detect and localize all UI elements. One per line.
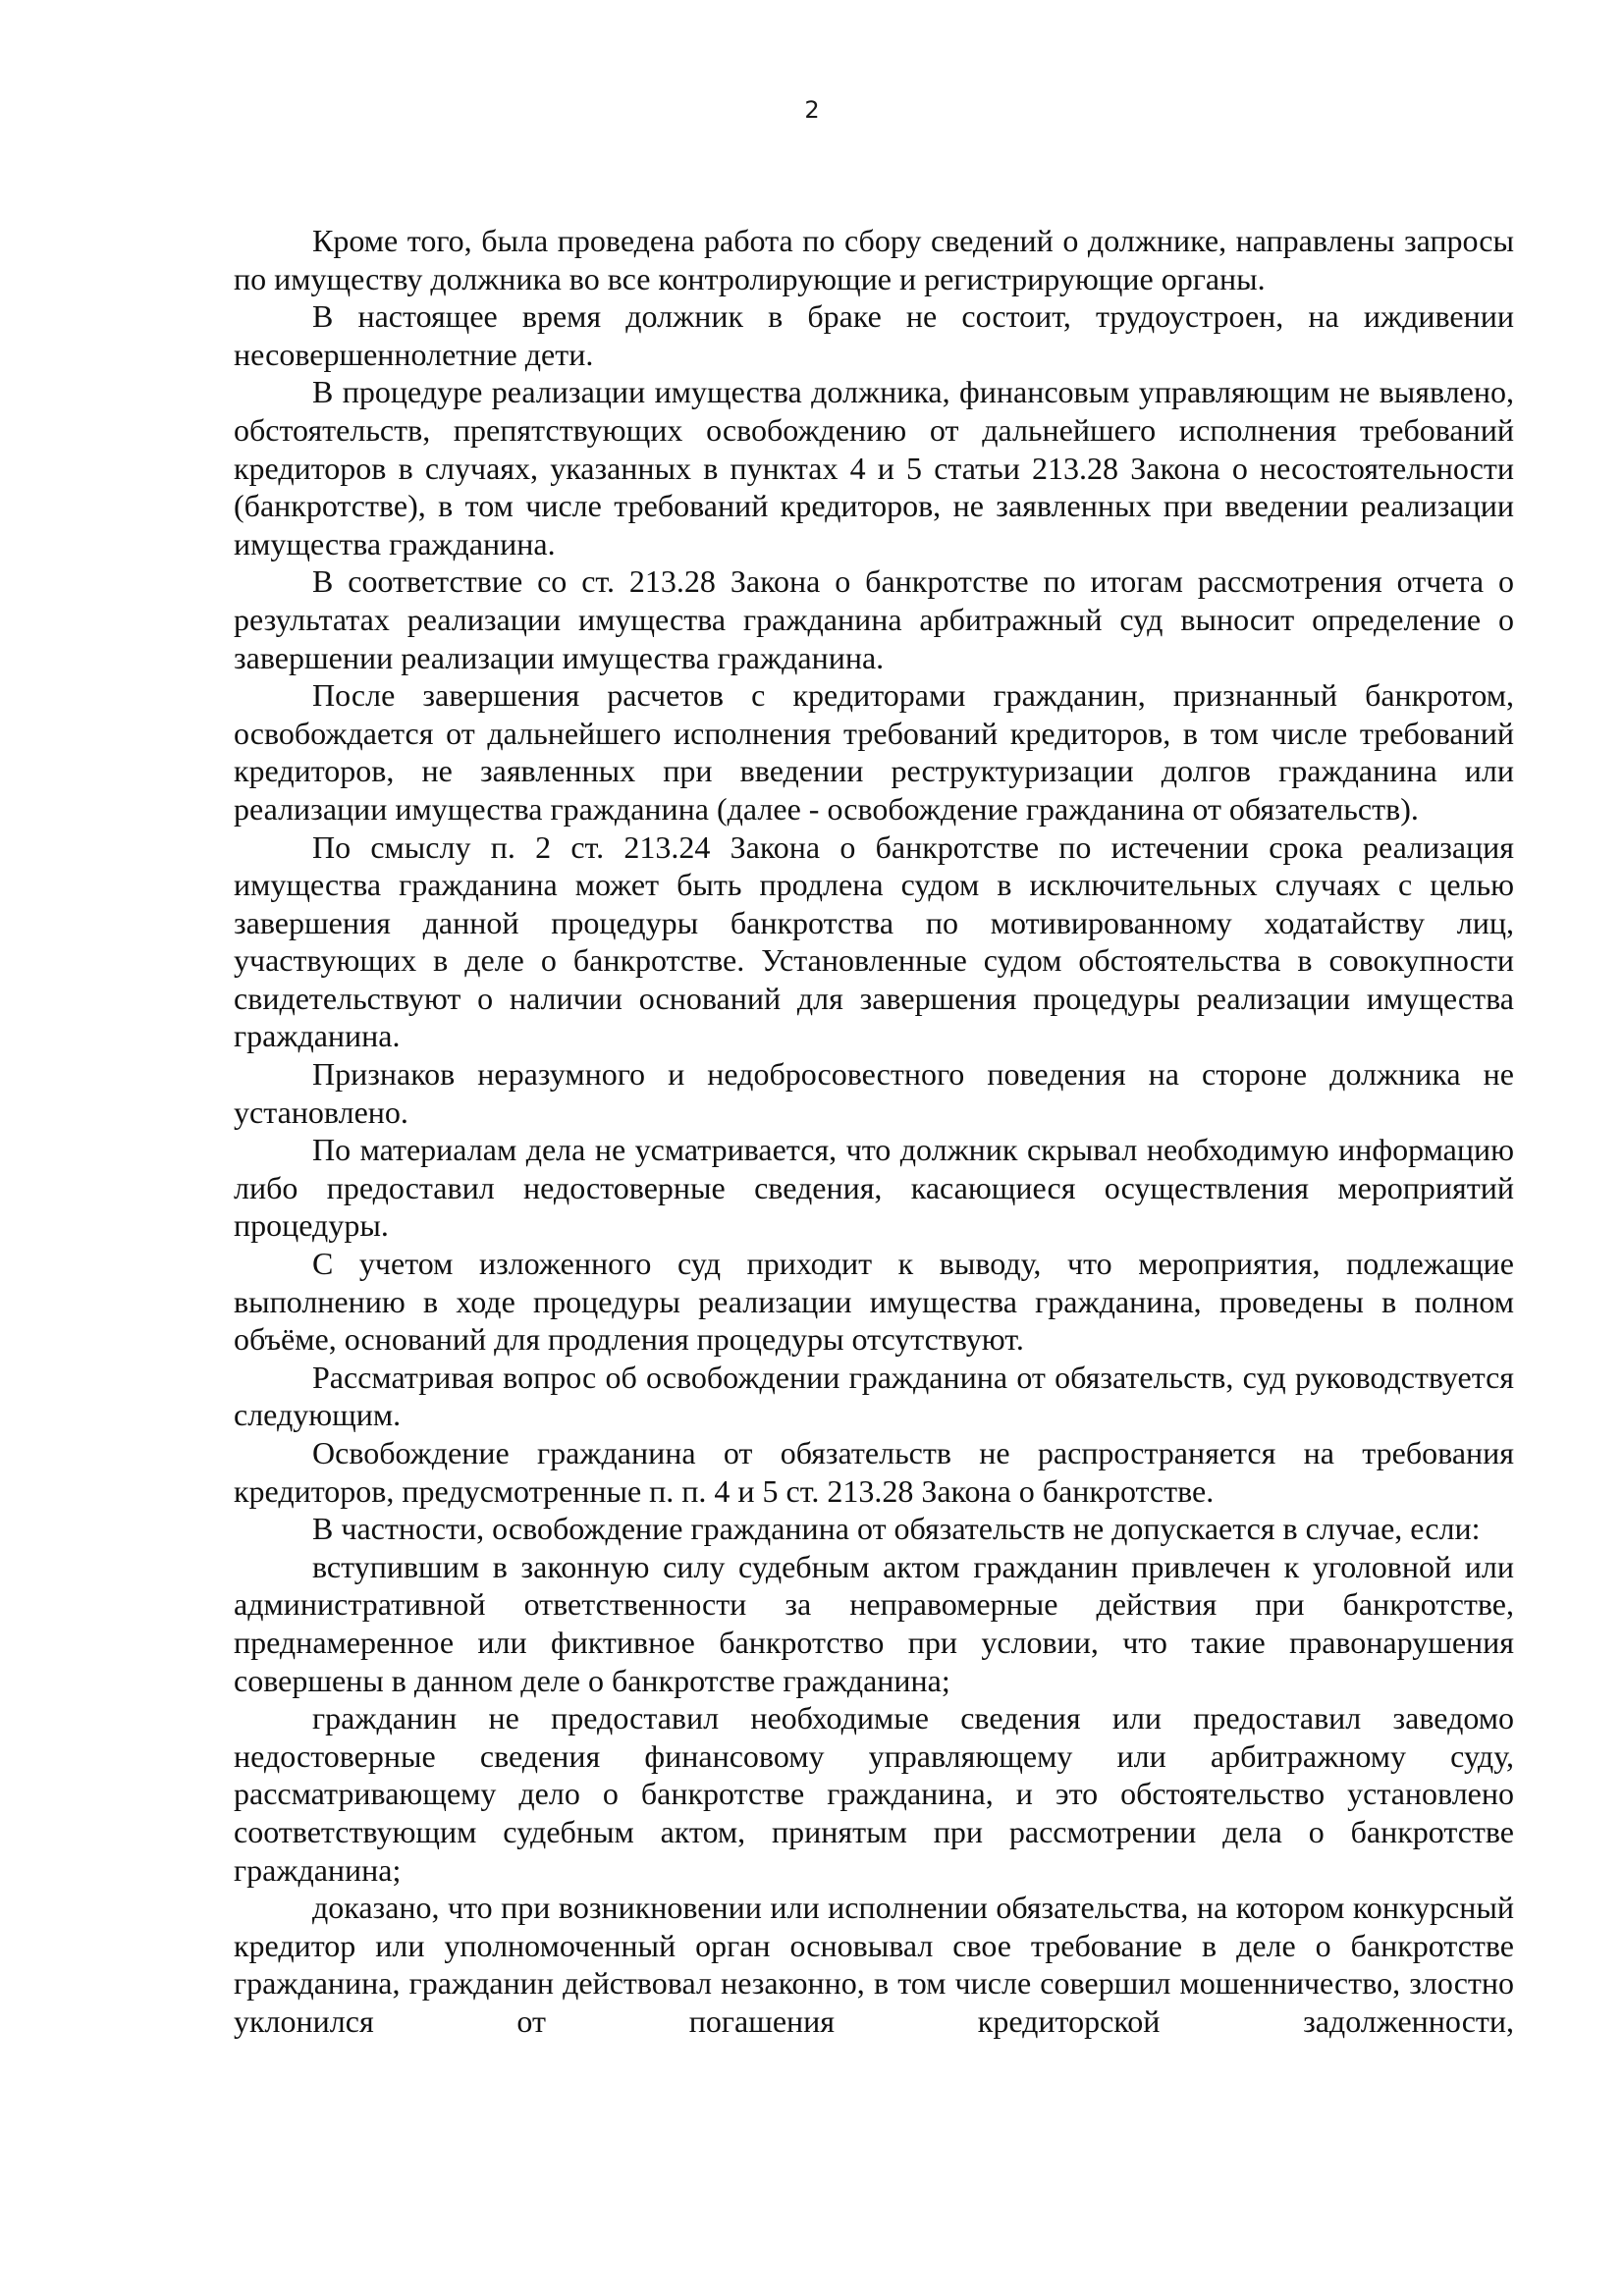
paragraph: Освобождение гражданина от обязательств не распространяется на требования кредиторов, предусмотренные п. п. 4 и 5 ст. 213.28 Закона о банкротстве.: [234, 1435, 1514, 1509]
paragraph: Рассматривая вопрос об освобождении гражданина от обязательств, суд руководствуется следующим.: [234, 1359, 1514, 1433]
paragraph: В процедуре реализации имущества должника, финансовым управляющим не выявлено, обстоятельств, препятствующих освобождению от дальнейшего исполнения требований кредиторов в случаях, указанных в пунктах 4 и 5 статьи 213.28 Закона о несостоятельности (банкротстве), в том числе требований кредиторов, не заявленных при введении реализации имущества гражданина.: [234, 374, 1514, 561]
paragraph: В настоящее время должник в браке не состоит, трудоустроен, на иждивении несовершеннолетние дети.: [234, 298, 1514, 372]
paragraph: С учетом изложенного суд приходит к выводу, что мероприятия, подлежащие выполнению в ходе процедуры реализации имущества гражданина, проведены в полном объёме, оснований для продления процедуры отсутствуют.: [234, 1246, 1514, 1358]
page-number: 2: [804, 96, 820, 124]
paragraph: В частности, освобождение гражданина от обязательств не допускается в случае, если:: [312, 1511, 1481, 1547]
paragraph: После завершения расчетов с кредиторами гражданин, признанный банкротом, освобождается от дальнейшего исполнения требований кредиторов, в том числе требований кредиторов, не заявленных при введении реструктуризации долгов гражданина или реализации имущества гражданина (далее - освобождение гражданина от обязательств).: [234, 677, 1514, 827]
paragraph: В соответствие со ст. 213.28 Закона о банкротстве по итогам рассмотрения отчета о результатах реализации имущества гражданина арбитражный суд выносит определение о завершении реализации имущества гражданина.: [234, 563, 1514, 675]
paragraph: доказано, что при возникновении или исполнении обязательства, на котором конкурсный кредитор или уполномоченный орган основывал свое требование в деле о банкротстве гражданина, гражданин действовал незаконно, в том числе совершил мошенничество, злостно уклонился от погашения кредиторской задолженности,: [234, 1890, 1514, 2039]
paragraph: По смыслу п. 2 ст. 213.24 Закона о банкротстве по истечении срока реализация имущества гражданина может быть продлена судом в исключительных случаях с целью завершения данной процедуры банкротства по мотивированному ходатайству лиц, участвующих в деле о банкротстве. Установленные судом обстоятельства в совокупности свидетельствуют о наличии оснований для завершения процедуры реализации имущества гражданина.: [234, 828, 1514, 1054]
paragraph: гражданин не предоставил необходимые сведения или предоставил заведомо недостоверные сведения финансовому управляющему или арбитражному суду, рассматривающему дело о банкротстве гражданина, и это обстоятельство установлено соответствующим судебным актом, принятым при рассмотрении дела о банкротстве гражданина;: [234, 1700, 1514, 1888]
paragraph: Признаков неразумного и недобросовестного поведения на стороне должника не установлено.: [234, 1056, 1514, 1130]
paragraph: Кроме того, была проведена работа по сбору сведений о должнике, направлены запросы по имуществу должника во все контролирующие и регистрирующие органы.: [234, 223, 1514, 296]
paragraph: По материалам дела не усматривается, что должник скрывал необходимую информацию либо предоставил недостоверные сведения, касающиеся осуществления мероприятий процедуры.: [234, 1132, 1514, 1244]
paragraph: вступившим в законную силу судебным актом гражданин привлечен к уголовной или административной ответственности за неправомерные действия при банкротстве, преднамеренное или фиктивное банкротство при условии, что такие правонарушения совершены в данном деле о банкротстве гражданина;: [234, 1548, 1514, 1698]
document-body: [234, 222, 1514, 2041]
